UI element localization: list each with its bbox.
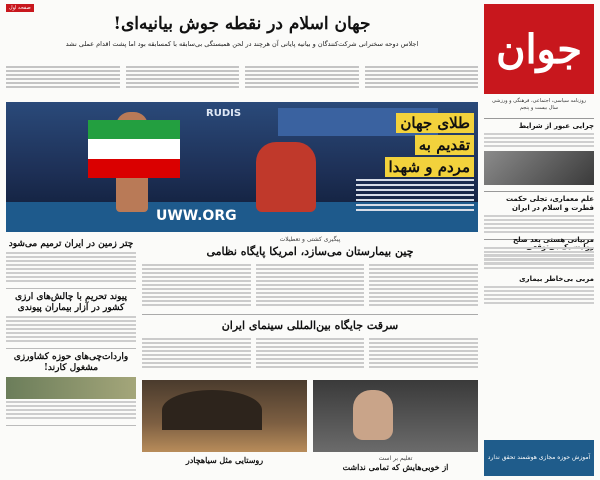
sponsor-text: RUDIS — [206, 108, 242, 119]
side-story-title: مربیانی هستی بعد صلح — [512, 236, 594, 244]
iran-flag — [88, 120, 180, 178]
hero-text-lines — [356, 176, 474, 214]
caption-title[interactable]: از خوبی‌هایش که تمامی نداشت — [342, 462, 449, 472]
story-text-columns — [142, 336, 478, 376]
flag-white-stripe — [88, 139, 180, 158]
newspaper-logo: جوان — [484, 4, 594, 94]
story-text-lines — [6, 401, 136, 419]
side-story[interactable] — [484, 236, 594, 269]
story-headline[interactable]: سرقت جایگاه بین‌المللی سینمای ایران — [142, 314, 478, 332]
tent-shape — [162, 390, 262, 430]
main-subhead: اجلاس دوحه سخنرانی شرکت‌کنندگان و بیانیه پایانی آن هرچند در لحن همبستگی بی‌سابقه با کمسابقه بود اما پشت اقدام عملی نشد — [65, 40, 419, 48]
flag-red-stripe — [88, 159, 180, 178]
story-headline[interactable]: چین بیمارستان می‌سازد، امریکا پایگاه نظامی — [206, 245, 414, 258]
photo-captions — [142, 455, 478, 472]
section-tag: صفحه اول — [6, 4, 34, 12]
top-strip — [6, 4, 478, 12]
portrait-face — [353, 390, 393, 440]
meta-line: روزنامه سیاسی، اجتماعی، فرهنگی و ورزشی — [491, 98, 587, 104]
masthead-bottom-band[interactable]: آموزش حوزه مجازی هوشمند تحقق ندارد — [484, 440, 594, 476]
masthead-meta — [484, 98, 594, 112]
teaser-title: علم معماری، تجلی حکمت فطرت و اسلام در ایران — [506, 195, 594, 212]
hero-caption-line: تقدیم به — [415, 135, 474, 155]
portrait-photo[interactable] — [313, 380, 478, 452]
teaser-photo — [484, 151, 594, 185]
caption-small: تعلیم بر است — [378, 455, 413, 462]
side-story-title: مربی بی‌خاطر بیماری — [519, 275, 594, 283]
story-text-lines — [6, 252, 136, 282]
photo-caption — [142, 455, 307, 472]
side-story[interactable] — [484, 275, 594, 304]
story-title: چتر زمین در ایران ترمیم می‌شود — [8, 239, 134, 249]
uww-text: UWW.ORG — [156, 208, 237, 224]
story-kicker: پیگیری کشتی و تعطیلات — [279, 236, 341, 243]
photo-caption — [313, 455, 478, 472]
hero-caption-line: طلای جهان — [396, 113, 474, 133]
hero-photo[interactable] — [6, 102, 478, 232]
story-photos — [142, 380, 478, 452]
hero-caption-line: مردم و شهدا — [385, 157, 475, 177]
story-photo — [6, 377, 136, 399]
flag-green-stripe — [88, 120, 180, 139]
story[interactable] — [6, 236, 136, 289]
story[interactable] — [6, 349, 136, 426]
center-column — [142, 236, 478, 476]
story-title: پیوند تحریم با چالش‌های ارزی کشور در آزار بیماران پیوندی — [15, 292, 127, 313]
side-story-lines — [484, 286, 594, 304]
story[interactable] — [6, 289, 136, 349]
masthead-teaser[interactable] — [484, 118, 594, 147]
hero-caption — [356, 112, 474, 178]
left-column — [6, 236, 136, 476]
side-story-lines — [484, 247, 594, 269]
lead-text-columns — [6, 64, 478, 100]
teaser-text-lines — [484, 133, 594, 147]
teaser-text-lines — [484, 215, 594, 233]
story-title: واردات‌چی‌های حوزه کشاورزی مشغول کارند! — [13, 352, 129, 373]
opponent-figure — [256, 142, 316, 212]
teaser-title: چرایی عبور از شرایط — [518, 122, 594, 130]
right-side-strip — [484, 236, 594, 436]
masthead-teaser[interactable] — [484, 191, 594, 233]
meta-line: سال بیست و پنجم — [519, 105, 559, 111]
caption-title[interactable]: روستایی مثل سیاهچادر — [185, 455, 264, 465]
story-text-columns — [142, 262, 478, 312]
story-text-lines — [6, 316, 136, 342]
village-photo[interactable] — [142, 380, 307, 452]
main-headline[interactable]: جهان اسلام در نقطه جوش بیانیه‌ای! — [113, 14, 371, 34]
